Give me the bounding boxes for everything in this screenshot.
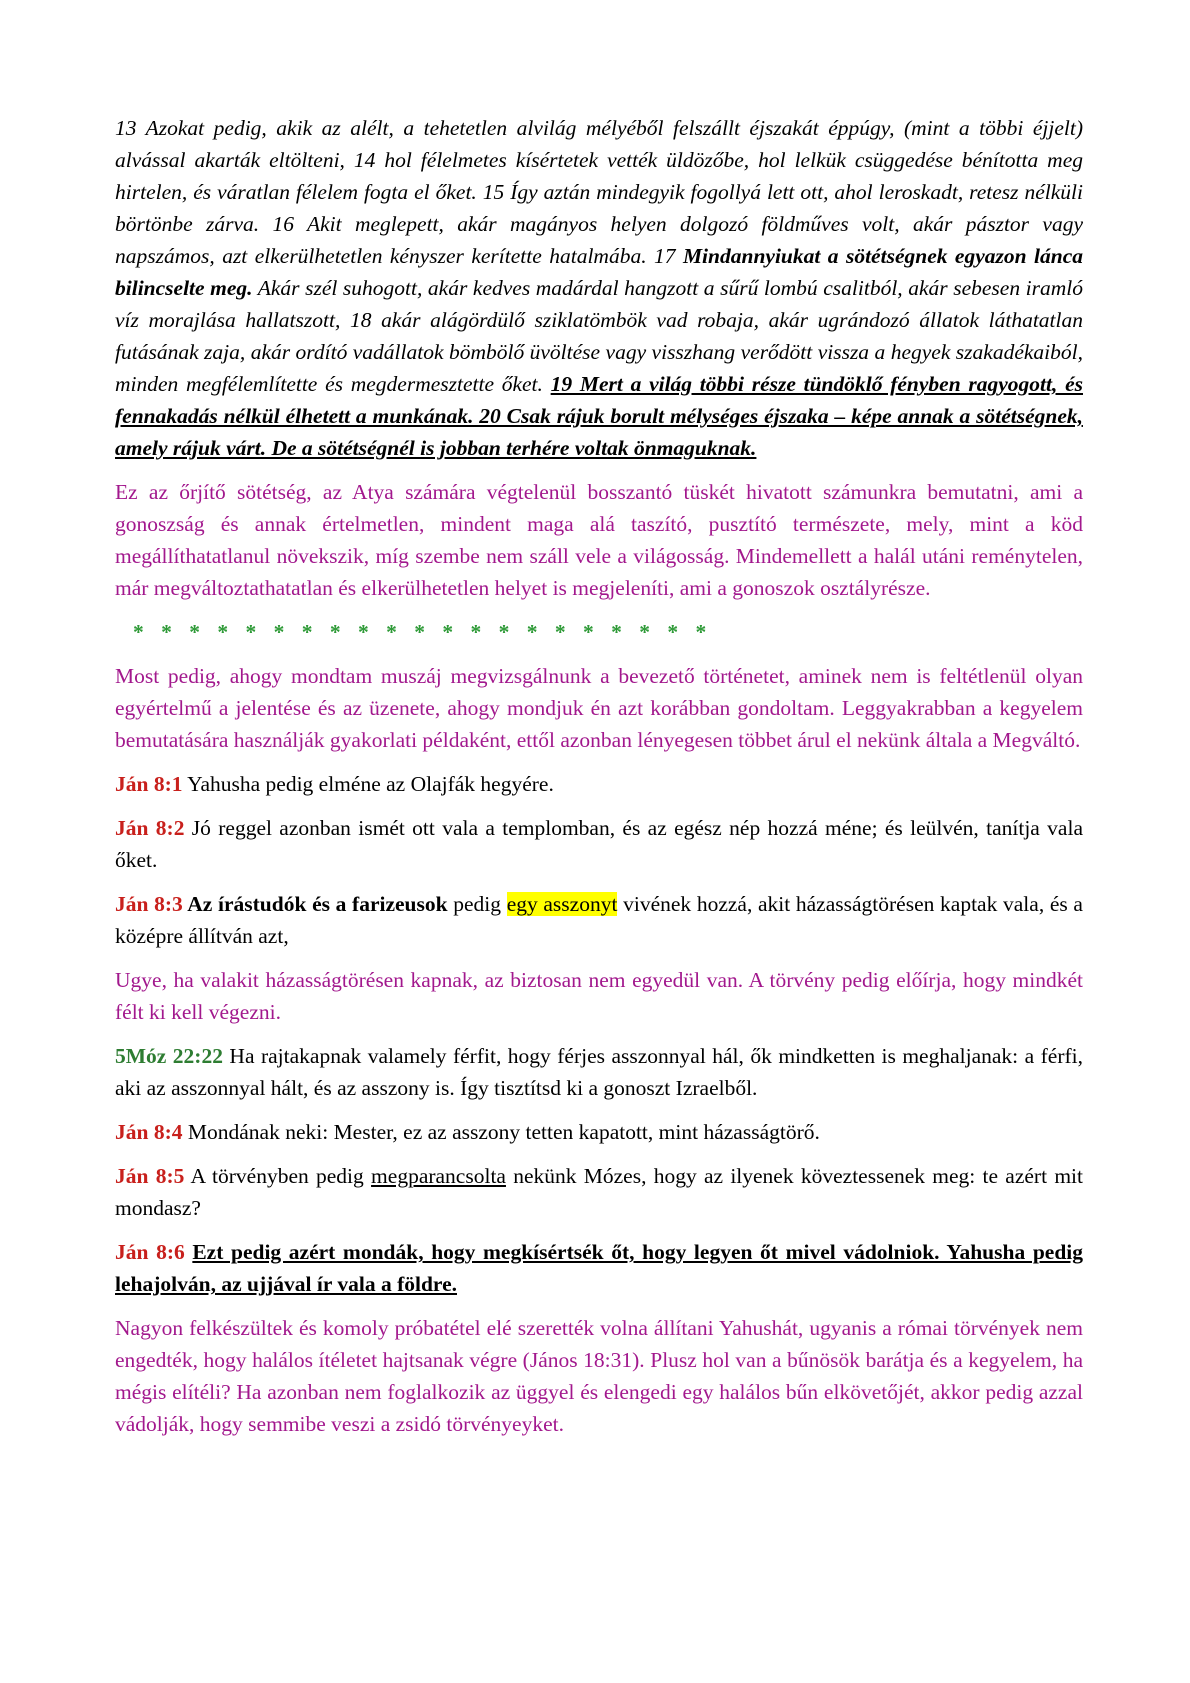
verse [115, 812, 1083, 876]
verse-text: Mondának neki: Mester, ez az asszony tetten kapatott, mint házasságtörő. [182, 1120, 820, 1144]
highlighted-text: egy asszonyt [506, 892, 618, 916]
verse-text: pedig [447, 892, 507, 916]
passage-bold-underlined: 19 Mert a világ többi része tündöklő fényben ragyogott, és fennakadás nélkül élhetett a munkának. 20 Csak rájuk borult mélységes éjszaka – képe annak a sötétségnek, amely rájuk várt. De a sötétségnél is jobban terhére voltak önmaguknak. [115, 372, 1083, 460]
verse [115, 768, 1083, 800]
verse-text: Yahusha pedig elméne az Olajfák hegyére. [182, 772, 554, 796]
verse-bold-underlined: Ezt pedig azért mondák, hogy megkísértsék őt, hogy legyen őt mivel vádolniok. Yahusha pedig lehajolván, az ujjával ír vala a földre. [115, 1240, 1084, 1296]
verse-bold: Az írástudók és a farizeusok [182, 892, 448, 916]
commentary-paragraph: Most pedig, ahogy mondtam muszáj megvizsgálnunk a bevezető történetet, aminek nem is feltétlenül olyan egyértelmű a jelentése és az üzenete, ahogy mondjuk én azt korábban gondoltam. Leggyakrabban a kegyelem bemutatására használják gyakorlati példaként, ettől azonban lényegesen többet árul el nekünk általa a Megváltó. [115, 664, 1083, 752]
passage-bold: Mindannyiukat a sötétségnek egyazon lánca bilincselte meg. [115, 244, 1083, 300]
verse-ref: Ján 8:6 [115, 1240, 185, 1264]
verse-text: Jó reggel azonban ismét ott vala a templomban, és az egész nép hozzá méne; és leülvén, tanítja vala őket. [115, 816, 1083, 872]
section-divider: * * * * * * * * * * * * * * * * * * * * * [133, 620, 707, 644]
verse-ref: Ján 8:3 [115, 892, 183, 916]
verse [115, 1040, 1083, 1104]
passage-text-cont: Akár szél suhogott, akár kedves madárdal hangzott a sűrű lombú csalitból, akár sebesen iramló víz morajlása hallatszott, 18 akár alágördülő sziklatömbök vad robaja, akár ugrándozó állatok láthatatlan futásának zaja, akár ordító vadállatok bömbölő üvöltése vagy visszhang verődött vissza a hegyek szakadékaiból, minden megfélemlítette és megdermesztette őket. [115, 276, 1084, 396]
document-page [115, 112, 1083, 1452]
commentary-paragraph: Ez az őrjítő sötétség, az Atya számára végtelenül bosszantó tüskét hivatott számunkra bemutatni, ami a gonoszság és annak értelmetlen, mindent maga alá taszító, pusztító természete, mely, mint a köd megállíthatatlanul növekszik, míg szembe nem száll vele a világosság. Mindemellett a halál utáni reménytelen, már megváltoztathatatlan és elkerülhetetlen helyet is megjeleníti, ami a gonoszok osztályrésze. [115, 480, 1083, 600]
verse-text: A törvényben pedig [184, 1164, 372, 1188]
verse [115, 1236, 1083, 1300]
verse-text: Ha rajtakapnak valamely férfit, hogy férjes asszonnyal hál, ők mindketten is meghaljanak: a férfi, aki az asszonnyal hált, és az asszony is. Így tisztítsd ki a gonoszt Izraelből. [115, 1044, 1083, 1100]
verse-ref: Ján 8:4 [115, 1120, 183, 1144]
verse [115, 1116, 1083, 1148]
verse [115, 888, 1083, 952]
commentary-paragraph: Ugye, ha valakit házasságtörésen kapnak, az biztosan nem egyedül van. A törvény pedig előírja, hogy mindkét félt ki kell végezni. [115, 968, 1083, 1024]
verse-text: nekünk Mózes, hogy az ilyenek köveztessenek meg: te azért mit mondasz? [115, 1164, 1083, 1220]
passage-text: 13 Azokat pedig, akik az alélt, a tehetetlen alvilág mélyéből felszállt éjszakát éppúgy, (mint a többi éjjelt) alvással akarták eltölteni, 14 hol félelmetes kísértetek vették üldözőbe, hol lelkük csüggedése bénította meg hirtelen, és váratlan félelem fogta el őket. 15 Így aztán mindegyik fogollyá lett ott, ahol leroskadt, retesz nélküli börtönbe zárva. 16 Akit meglepett, akár magányos helyen dolgozó földműves volt, akár pásztor vagy napszámos, azt elkerülhetetlen kényszer kerítette hatalmába. 17 [115, 116, 1083, 268]
commentary-paragraph: Nagyon felkészültek és komoly próbatétel elé szerették volna állítani Yahushát, ugyanis a római törvények nem engedték, hogy halálos ítéletet hajtsanak végre (János 18:31). Plusz hol van a bűnösök barátja és a kegyelem, ha mégis elítéli? Ha azonban nem foglalkozik az üggyel és elengedi egy halálos bűn elkövetőjét, akkor pedig azzal vádolják, hogy semmibe veszi a zsidó törvényeyket. [115, 1316, 1083, 1436]
verse-ref: Ján 8:1 [115, 772, 183, 796]
underlined-word: megparancsolta [371, 1164, 506, 1188]
verse-text: vivének hozzá, akit házasságtörésen kaptak vala, és a középre állítván azt, [115, 892, 1083, 948]
verse [115, 1160, 1083, 1224]
verse-ref: Ján 8:2 [115, 816, 185, 840]
scripture-passage [115, 112, 1083, 464]
verse-ref-ot: 5Móz 22:22 [115, 1044, 223, 1068]
verse-ref: Ján 8:5 [115, 1164, 185, 1188]
